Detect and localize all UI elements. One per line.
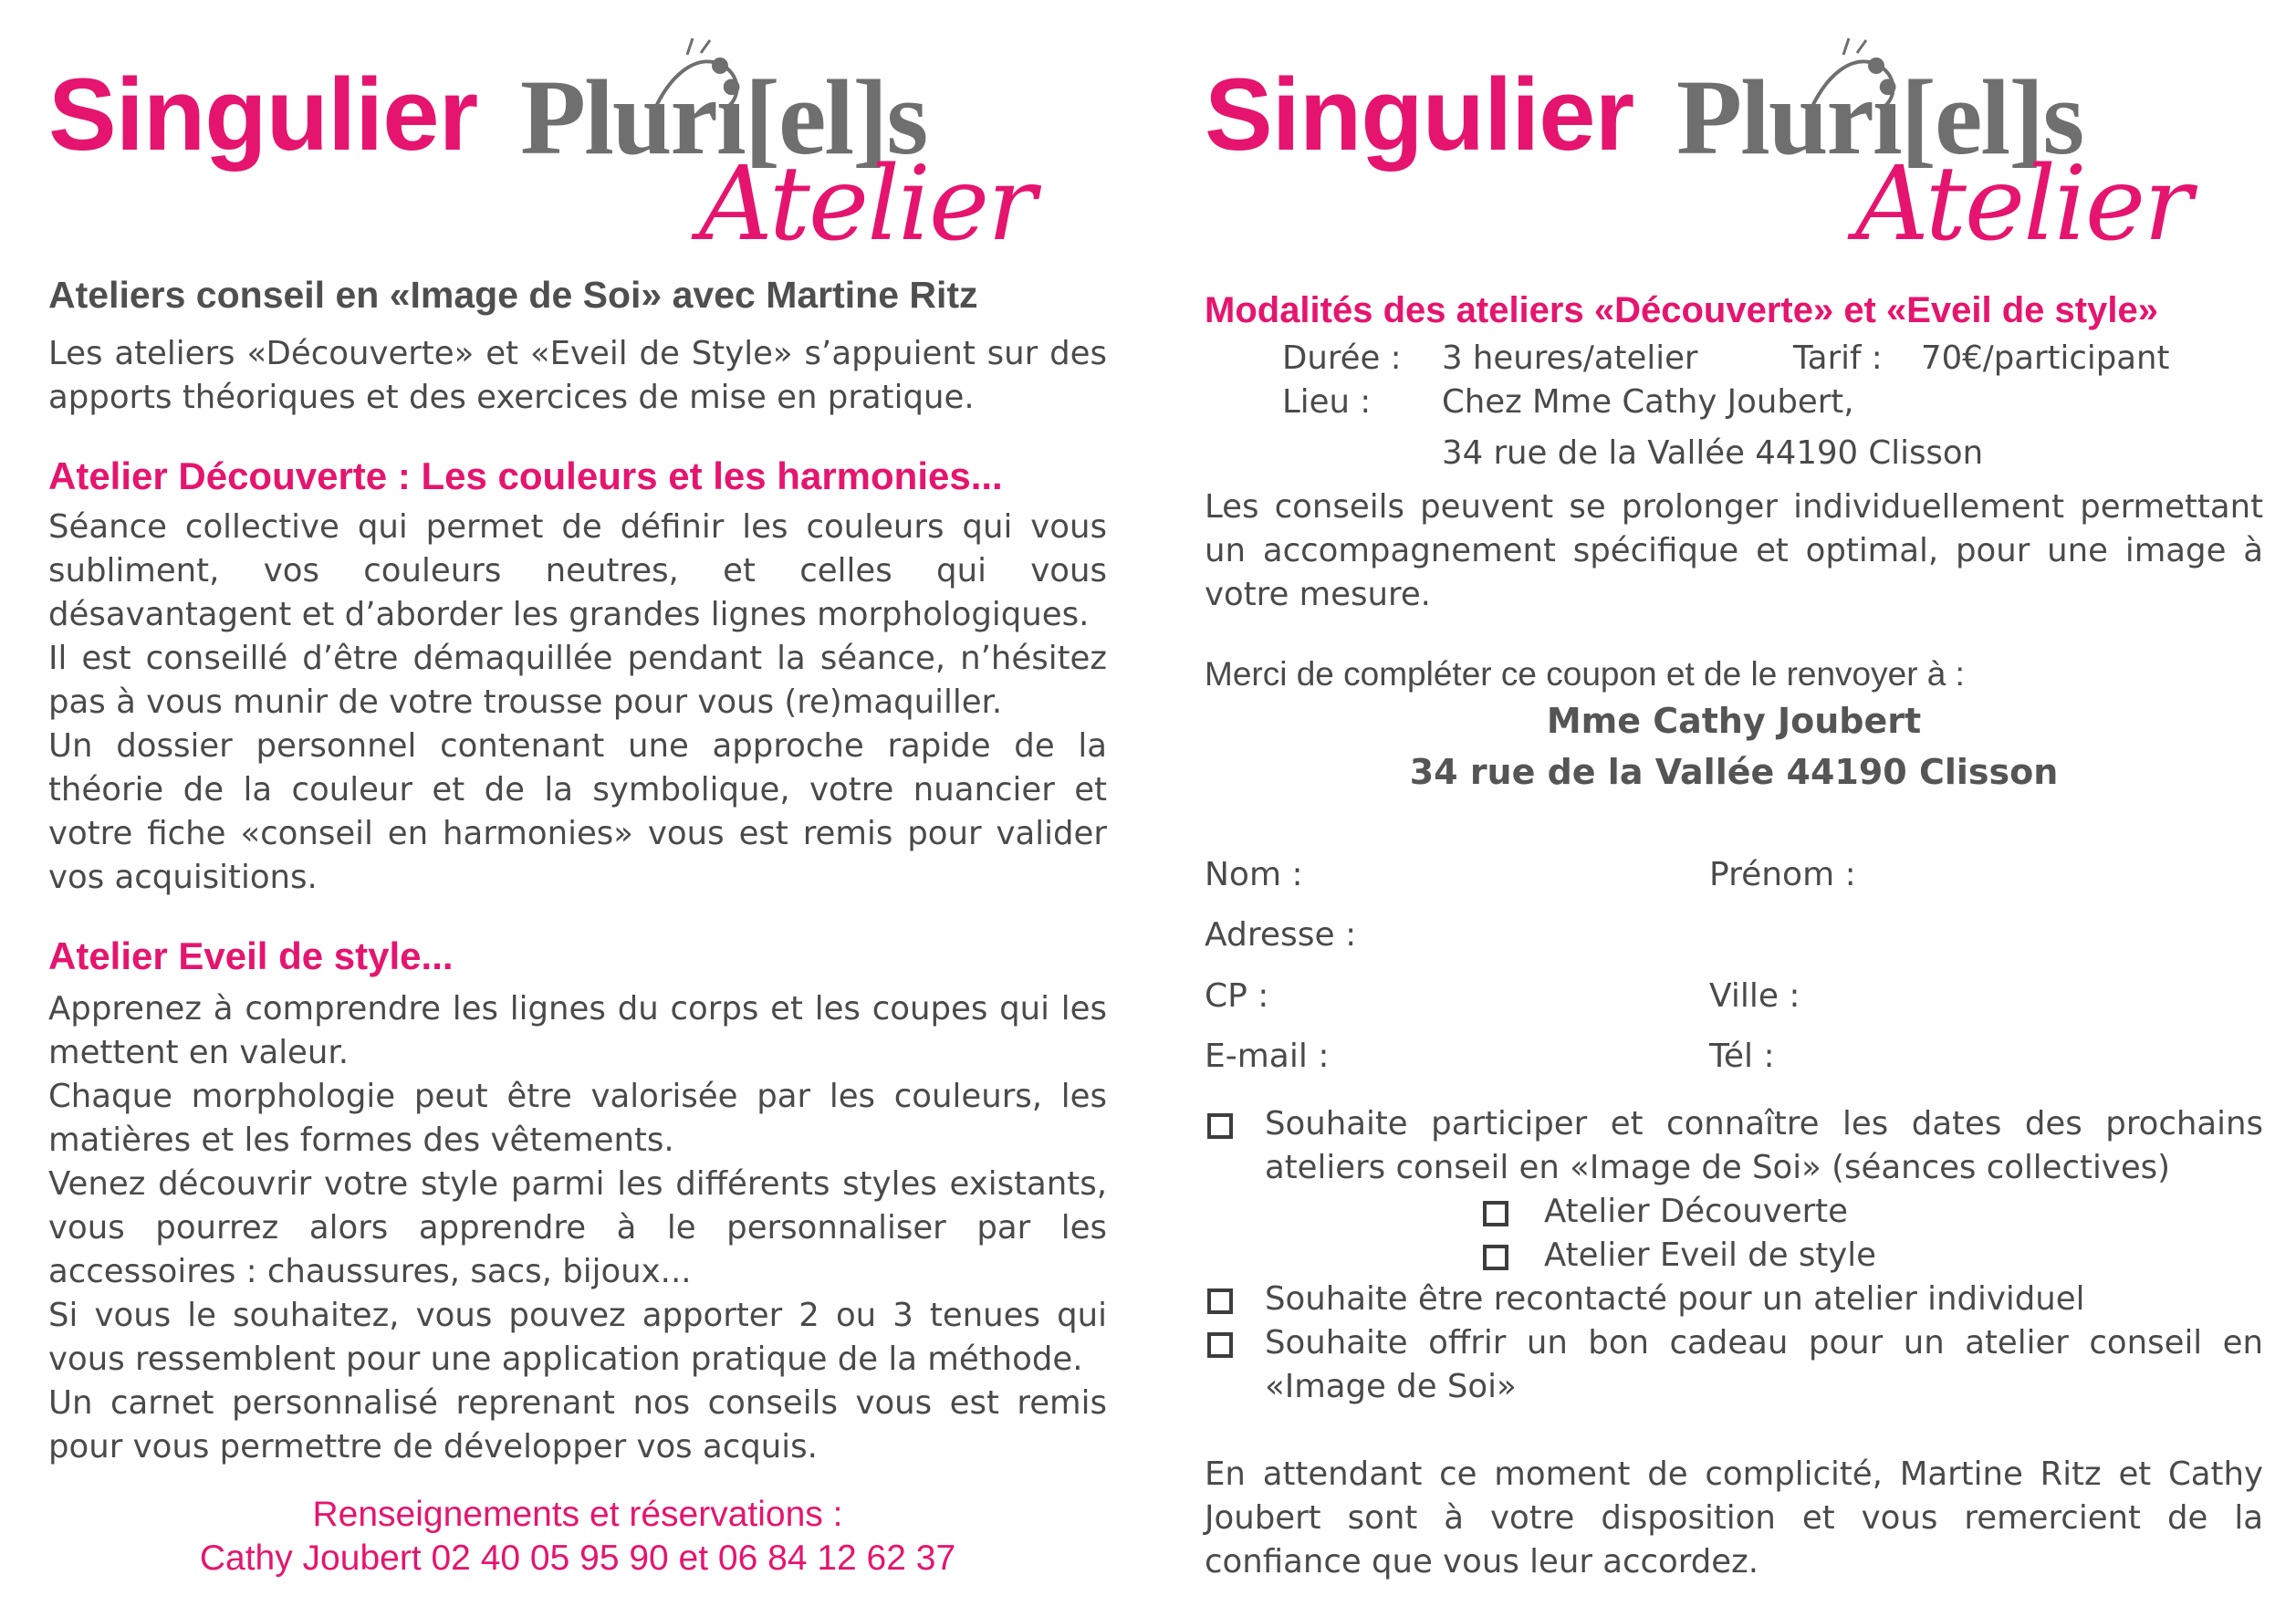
field-nom[interactable]: Nom : <box>1205 856 1303 893</box>
brand-word-singulier: Singulier <box>1205 57 1634 172</box>
return-address <box>1205 695 2263 798</box>
checkbox-row-sub-eveil[interactable] <box>1205 1234 2263 1278</box>
brand-word-atelier: Atelier <box>1855 145 2191 264</box>
checkbox-label: Souhaite être recontacté pour un atelier individuel <box>1265 1280 2085 1318</box>
lieu-label: Lieu : <box>1282 383 1372 421</box>
intro-title: Ateliers conseil en «Image de Soi» avec Martine Ritz <box>48 274 978 316</box>
eveil-paragraph: Un carnet personnalisé reprenant nos conseils vous est remis pour vous permettre de développer vos acquis. <box>48 1384 1107 1466</box>
brand-word-pluriels: Pluri[el]s <box>520 57 927 177</box>
checkbox-label: Souhaite participer et connaître les dates des prochains ateliers conseil en «Image de Soi» (séances collectives) <box>1265 1105 2263 1186</box>
eveil-paragraph: Apprenez à comprendre les lignes du corps et les coupes qui les mettent en valeur. <box>48 990 1107 1071</box>
checkbox-row-bon-cadeau[interactable] <box>1205 1321 2263 1409</box>
decouverte-title: Atelier Découverte : Les couleurs et les harmonies... <box>48 454 1003 497</box>
eveil-body <box>48 987 1107 1469</box>
checkbox-sub-eveil[interactable] <box>1483 1245 1508 1270</box>
field-prenom[interactable]: Prénom : <box>1709 856 1856 893</box>
field-email[interactable]: E-mail : <box>1205 1038 1330 1075</box>
lieu-value-line2: 34 rue de la Vallée 44190 Clisson <box>1442 434 1984 472</box>
decouverte-body <box>48 506 1107 900</box>
brand-logo <box>1205 37 2263 274</box>
decouverte-paragraph: Un dossier personnel contenant une approche rapide de la théorie de la couleur et de la symbolique, votre nuancier et votre fiche «conseil en harmonies» vous est remis pour valider vos acquisitions. <box>48 727 1107 896</box>
checkbox-row-recontacte[interactable] <box>1205 1278 2263 1321</box>
field-cp[interactable]: CP : <box>1205 977 1269 1015</box>
checkbox-sub-decouverte[interactable] <box>1483 1201 1508 1226</box>
contact-heading: Renseignements et réservations : <box>312 1495 843 1534</box>
field-ville[interactable]: Ville : <box>1709 977 1800 1015</box>
brand-word-pluriels: Pluri[el]s <box>1676 57 2083 177</box>
eveil-title: Atelier Eveil de style... <box>48 934 454 977</box>
eveil-paragraph: Venez découvrir votre style parmi les différents styles existants, vous pourrez alors apprendre à le personnaliser par les accessoires : chaussures, sacs, bijoux... <box>48 1165 1107 1290</box>
checkbox-recontacte[interactable] <box>1207 1288 1233 1314</box>
closing-text: En attendant ce moment de complicité, Martine Ritz et Cathy Joubert sont à votre disposition et vous remercient de la confiance que vous leur accordez. <box>1205 1455 2263 1580</box>
intro-text: Les ateliers «Découverte» et «Eveil de Style» s’appuient sur des apports théoriques et des exercices de mise en pratique. <box>48 335 1107 416</box>
eveil-paragraph: Chaque morphologie peut être valorisée par les couleurs, les matières et les formes des vêtements. <box>48 1078 1107 1159</box>
return-address-street: 34 rue de la Vallée 44190 Clisson <box>1409 752 2059 792</box>
duree-value: 3 heures/atelier <box>1442 339 1698 377</box>
tarif-value: 70€/participant <box>1921 339 2170 377</box>
conseils-text: Les conseils peuvent se prolonger individuellement permettant un accompagnement spécifique et optimal, pour une image à votre mesure. <box>1205 488 2263 613</box>
brand-logo <box>48 37 1107 274</box>
brand-word-singulier: Singulier <box>48 57 478 172</box>
tarif-label: Tarif : <box>1793 339 1883 377</box>
checkbox-row-participer[interactable] <box>1205 1102 2263 1190</box>
checkbox-label: Atelier Découverte <box>1544 1193 1848 1230</box>
checkbox-row-sub-decouverte[interactable] <box>1205 1190 2263 1234</box>
field-tel[interactable]: Tél : <box>1709 1038 1775 1075</box>
return-address-name: Mme Cathy Joubert <box>1546 701 1922 741</box>
lieu-value-line1: Chez Mme Cathy Joubert, <box>1442 383 1854 421</box>
checkbox-label: Atelier Eveil de style <box>1544 1236 1876 1274</box>
right-panel <box>1205 0 2263 1617</box>
checkbox-participer[interactable] <box>1207 1113 1233 1139</box>
merci-text: Merci de compléter ce coupon et de le renvoyer à : <box>1205 655 1965 693</box>
contact-info <box>48 1493 1107 1580</box>
field-adresse[interactable]: Adresse : <box>1205 916 1357 954</box>
decouverte-paragraph: Il est conseillé d’être démaquillée pendant la séance, n’hésitez pas à vous munir de votre trousse pour vous (re)maquiller. <box>48 640 1107 721</box>
checkbox-bon-cadeau[interactable] <box>1207 1332 1233 1358</box>
left-panel <box>48 0 1107 1617</box>
decouverte-paragraph: Séance collective qui permet de définir les couleurs qui vous subliment, vos couleurs neutres, et celles qui vous désavantagent et d’aborder les grandes lignes morphologiques. <box>48 508 1107 633</box>
duree-label: Durée : <box>1282 339 1402 377</box>
modalites-title: Modalités des ateliers «Découverte» et «Eveil de style» <box>1205 290 2158 330</box>
eveil-paragraph: Si vous le souhaitez, vous pouvez apporter 2 ou 3 tenues qui vous ressemblent pour une application pratique de la méthode. <box>48 1297 1107 1378</box>
contact-phones: Cathy Joubert 02 40 05 95 90 et 06 84 12 62 37 <box>199 1539 956 1578</box>
checkbox-label: Souhaite offrir un bon cadeau pour un atelier conseil en «Image de Soi» <box>1265 1324 2263 1405</box>
brand-word-atelier: Atelier <box>699 145 1035 264</box>
